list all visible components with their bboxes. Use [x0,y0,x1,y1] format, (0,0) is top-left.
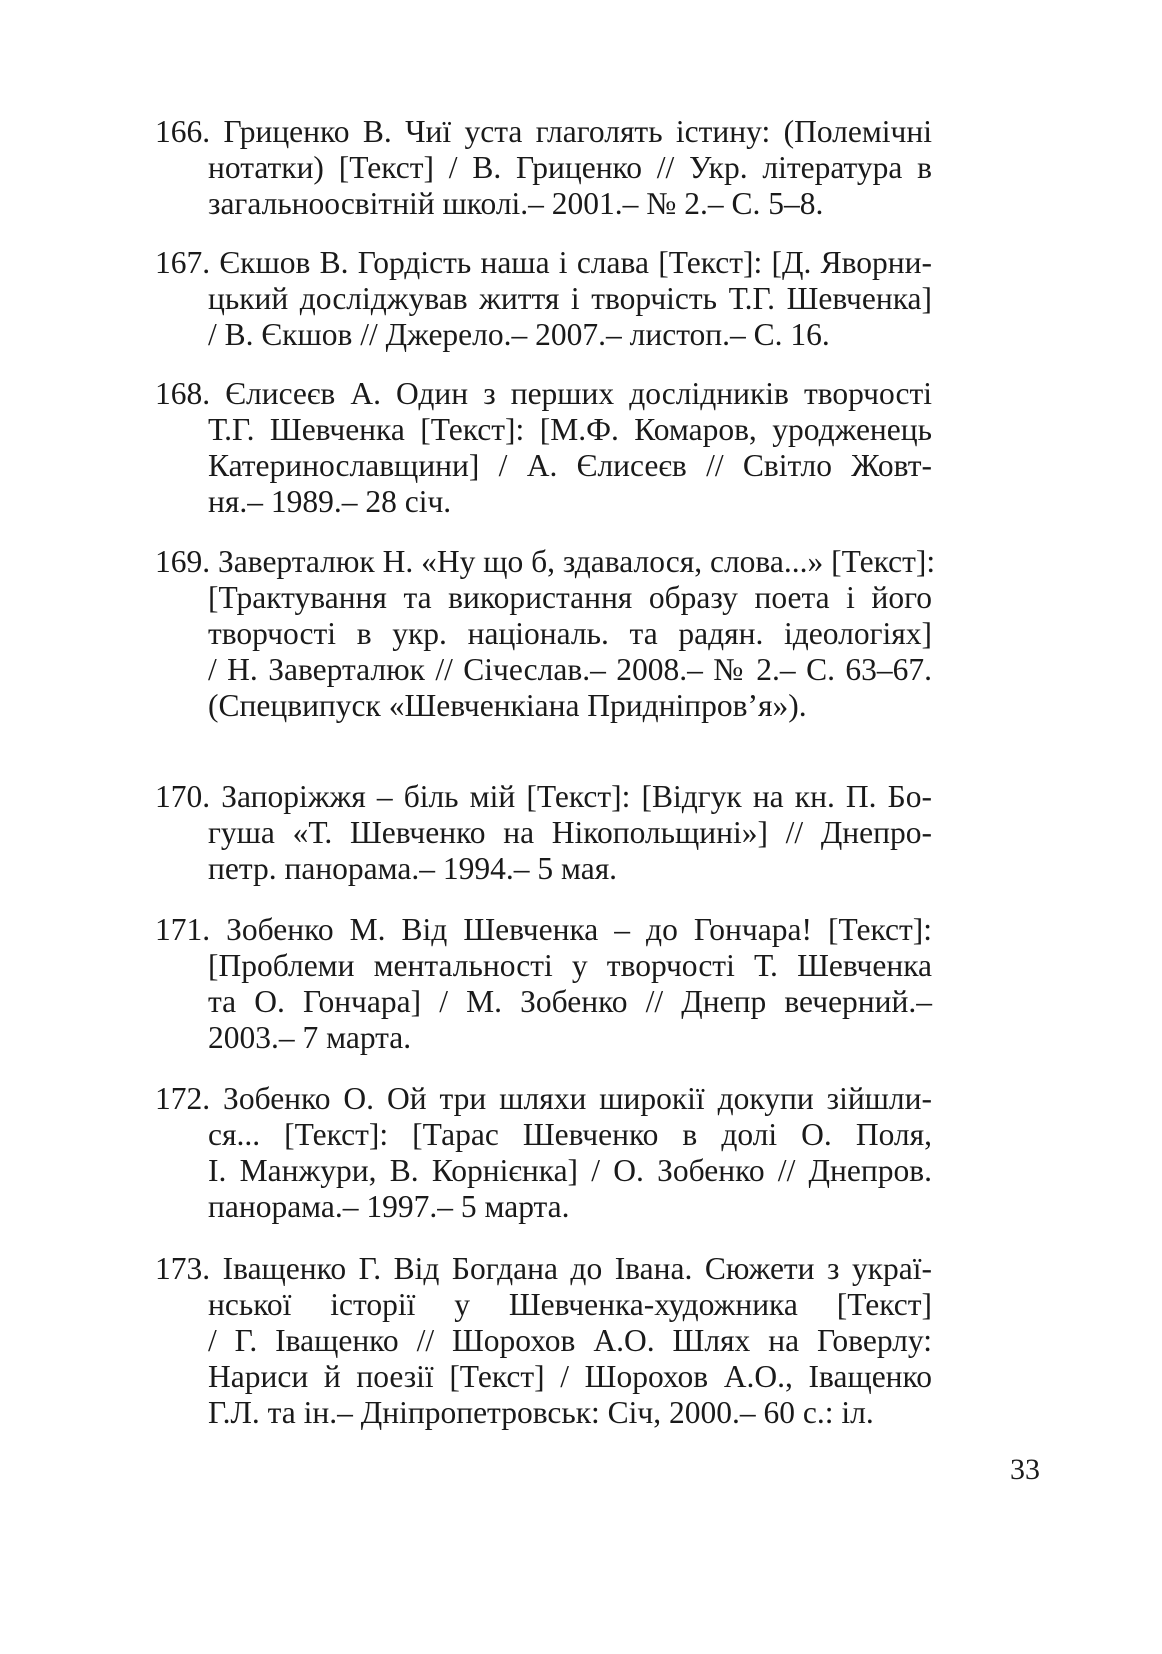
entry-line: (Спецвипуск «Шевченкіана Придніпров’я»). [208,688,807,723]
bibliography-entry-170 [155,779,932,887]
entry-line: [Трактування та використання образу поета і його [208,580,932,615]
bibliography-entry-172 [155,1081,932,1225]
entry-line: загальноосвітній школі.– 2001.– № 2.– С. 5–8. [208,186,824,221]
entry-line: 171. Зобенко М. Від Шевченка – до Гончара! [Текст]: [155,912,932,947]
entry-line: та О. Гончара] / М. Зобенко // Днепр вечерний.– [208,984,932,1019]
entry-line: 173. Іващенко Г. Від Богдана до Івана. Сюжети з украї- [155,1251,932,1286]
entry-line: 170. Запоріжжя – біль мій [Текст]: [Відгук на кн. П. Бо- [155,779,932,814]
entry-line: панорама.– 1997.– 5 марта. [208,1189,570,1224]
entry-line: ня.– 1989.– 28 січ. [208,484,452,519]
bibliography-entry-167 [155,245,932,353]
page-number: 33 [1010,1453,1040,1486]
entry-line: / В. Єкшов // Джерело.– 2007.– листоп.– С. 16. [208,317,830,352]
entry-line: нотатки) [Текст] / В. Гриценко // Укр. література в [208,150,932,185]
entry-line: 168. Єлисеєв А. Один з перших дослідників творчості [155,376,932,411]
entry-line: Катеринославщини] / А. Єлисеєв // Світло Жовт- [208,448,932,483]
entry-line: / Г. Іващенко // Шорохов А.О. Шлях на Говерлу: [208,1323,932,1358]
bibliography-entry-168 [155,376,932,520]
bibliography-entry-169 [155,544,936,724]
entry-line: петр. панорама.– 1994.– 5 мая. [208,851,618,886]
entry-line: Т.Г. Шевченка [Текст]: [М.Ф. Комаров, уродженець [208,412,932,447]
bibliography-entry-171 [155,912,932,1056]
entry-line: 2003.– 7 марта. [208,1020,412,1055]
entry-line: 166. Гриценко В. Чиї уста глаголять істину: (Полемічні [155,114,932,149]
entry-line: гуша «Т. Шевченко на Нікопольщині»] // Днепро- [208,815,932,850]
entry-line: творчості в укр. національ. та радян. ідеологіях] [208,616,932,651]
entry-line: 172. Зобенко О. Ой три шляхи широкії докупи зійшли- [155,1081,932,1116]
bibliography-entry-173 [155,1251,932,1431]
entry-line: Г.Л. та ін.– Дніпропетровськ: Січ, 2000.– 60 с.: іл. [208,1395,874,1430]
entry-line: [Проблеми ментальності у творчості Т. Шевченка [208,948,932,983]
entry-line: / Н. Заверталюк // Січеслав.– 2008.– № 2.– С. 63–67. [208,652,932,687]
entry-line: Нариси й поезії [Текст] / Шорохов А.О., Іващенко [208,1359,932,1394]
bibliography-entry-166 [155,114,932,222]
entry-line: І. Манжури, В. Корнієнка] / О. Зобенко // Днепров. [208,1153,932,1188]
entry-line: 169. Заверталюк Н. «Ну що б, здавалося, слова...» [Текст]: [155,544,936,579]
entry-line: 167. Єкшов В. Гордість наша і слава [Текст]: [Д. Яворни- [155,245,932,280]
entry-line: ся... [Текст]: [Тарас Шевченко в долі О. Поля, [208,1117,932,1152]
entry-line: цький досліджував життя і творчість Т.Г. Шевченка] [208,281,932,316]
entry-line: нської історії у Шевченка-художника [Текст] [208,1287,932,1322]
